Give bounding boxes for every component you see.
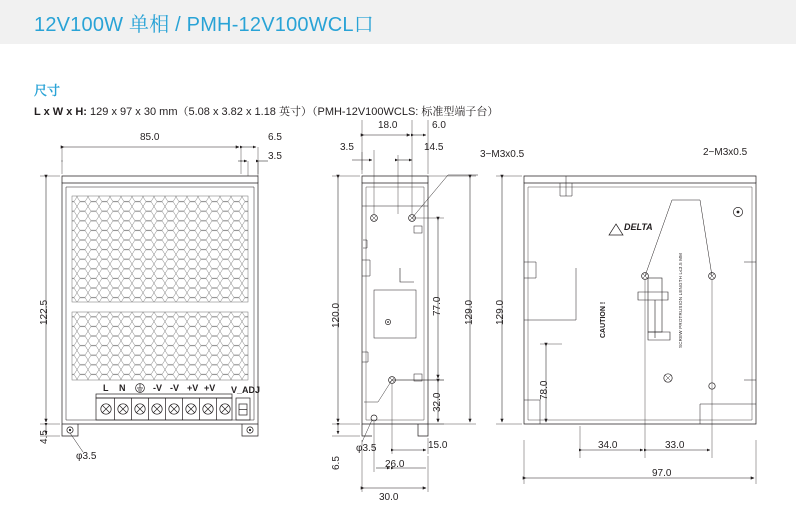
side-dim-6: 6.0: [432, 120, 446, 131]
dimension-spec-prefix: L x W x H:: [34, 106, 87, 118]
side-dim-77: 77.0: [432, 296, 443, 316]
side-dim-3-5: 3.5: [340, 142, 354, 153]
front-dim-4-5: 4.5: [39, 430, 50, 444]
terminal-label-neg-v-1: -V: [153, 383, 162, 393]
terminal-label-pos-v-1: +V: [187, 383, 199, 393]
page-title: 12V100W 单相 / PMH-12V100WCL口: [34, 14, 374, 36]
dimension-spec-text: 129 x 97 x 30 mm（5.08 x 3.82 x 1.18 英寸）（PMH-12V100WCLS: 标准型端子台）: [90, 106, 499, 118]
section-title: 尺寸: [34, 83, 61, 98]
side-dim-30: 30.0: [379, 492, 399, 503]
side-dim-14-5: 14.5: [424, 142, 444, 153]
side-dim-129: 129.0: [464, 299, 475, 325]
front-dim-6-5: 6.5: [268, 132, 282, 143]
caution-sublabel: SCREW PROTRUSION LENGTH L≤3.5 MM: [678, 252, 683, 348]
terminal-label-neg-v-2: -V: [170, 383, 179, 393]
side-callout-3-m3: 3−M3x0.5: [480, 149, 525, 160]
side-dim-26: 26.0: [385, 459, 405, 470]
side-dim-120: 120.0: [331, 302, 342, 328]
terminal-label-vadj: V_ADJ: [231, 385, 261, 395]
front-dim-85: 85.0: [140, 132, 160, 143]
rear-dim-34: 34.0: [598, 440, 618, 451]
side-dim-32: 32.0: [432, 392, 443, 412]
terminal-label-l: L: [103, 383, 109, 393]
side-dim-15: 15.0: [428, 440, 448, 451]
rear-callout-2-m3: 2−M3x0.5: [703, 147, 748, 158]
delta-brand-label: DELTA: [624, 222, 653, 232]
front-hole-diameter: φ3.5: [76, 451, 97, 462]
side-dim-6-5: 6.5: [331, 456, 342, 470]
side-hole-diameter: φ3.5: [356, 443, 377, 454]
terminal-label-pos-v-2: +V: [204, 383, 216, 393]
caution-label: CAUTION !: [600, 301, 607, 338]
front-dim-3-5: 3.5: [268, 151, 282, 162]
rear-dim-33: 33.0: [665, 440, 685, 451]
terminal-label-n: N: [119, 383, 126, 393]
side-dim-18: 18.0: [378, 120, 398, 131]
rear-dim-97: 97.0: [652, 468, 672, 479]
rear-dim-78: 78.0: [539, 380, 550, 400]
front-dim-122-5: 122.5: [39, 299, 50, 325]
rear-dim-129: 129.0: [495, 299, 506, 325]
